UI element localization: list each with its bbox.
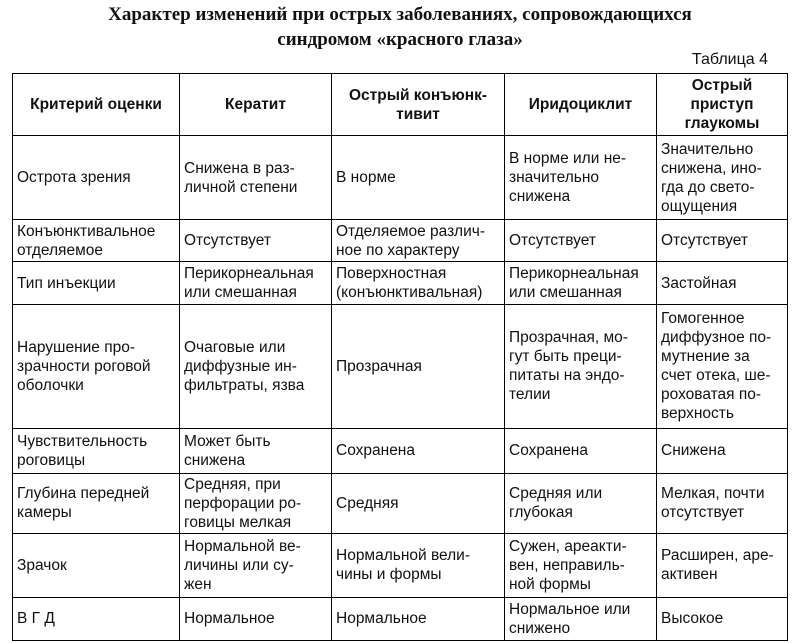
table-cell: Нормальное (180, 597, 332, 640)
header-cell: Острый конъюнк- тивит (332, 74, 505, 136)
table-cell: Тип инъекции (13, 262, 180, 305)
table-cell: Снижена (657, 428, 788, 473)
table-cell: Средняя, при перфорации ро- говицы мелкая (180, 473, 332, 533)
table-row (13, 220, 788, 262)
table-row (13, 473, 788, 533)
table-cell: Отсутствует (657, 220, 788, 262)
table-cell: Очаговые или диффузные ин- фильтраты, язва (180, 305, 332, 428)
table-number-label: Таблица 4 (691, 51, 768, 68)
table-cell: Перикорнеальная или смешанная (505, 262, 657, 305)
table-cell: Чувствительность роговицы (13, 428, 180, 473)
table-cell: Поверхностная (конъюнктивальная) (332, 262, 505, 305)
table-cell: Нарушение про- зрачности роговой оболочки (13, 305, 180, 428)
table-cell: Глубина передней камеры (13, 473, 180, 533)
table-cell: Мелкая, почти отсутствует (657, 473, 788, 533)
header-row (13, 74, 788, 136)
table-cell: В норме или не- значительно снижена (505, 136, 657, 220)
table-cell: Расширен, аре- активен (657, 533, 788, 597)
table-cell: Средняя или глубокая (505, 473, 657, 533)
table-cell: Острота зрения (13, 136, 180, 220)
table-cell: Сужен, ареакти- вен, неправиль- ной формы (505, 533, 657, 597)
table-cell: Прозрачная, мо- гут быть преци- питаты на эндо- телии (505, 305, 657, 428)
table-row (13, 262, 788, 305)
table-cell: Перикорнеальная или смешанная (180, 262, 332, 305)
table-cell: Снижена в раз- личной степени (180, 136, 332, 220)
table-cell: Нормальное (332, 597, 505, 640)
title-line-1: Характер изменений при острых заболеваниях, сопровождающихся (108, 4, 692, 25)
table-cell: Отделяемое различ- ное по характеру (332, 220, 505, 262)
table-cell: Значительно снижена, ино- гда до свето- ощущения (657, 136, 788, 220)
table-cell: Нормальной вели- чины и формы (332, 533, 505, 597)
table-row (13, 428, 788, 473)
document-title (0, 2, 800, 52)
table-cell: Может быть снижена (180, 428, 332, 473)
table-cell: Сохранена (505, 428, 657, 473)
table-cell: Средняя (332, 473, 505, 533)
table-cell: Конъюнктивальное отделяемое (13, 220, 180, 262)
table-cell: Прозрачная (332, 305, 505, 428)
table-cell: Сохранена (332, 428, 505, 473)
table-cell: Высокое (657, 597, 788, 640)
table-cell: Зрачок (13, 533, 180, 597)
table-cell: Застойная (657, 262, 788, 305)
table-row (13, 597, 788, 640)
table-row (13, 533, 788, 597)
header-cell: Критерий оценки (13, 74, 180, 136)
title-line-2: синдромом «красного глаза» (277, 29, 523, 50)
table-cell: Отсутствует (505, 220, 657, 262)
table-cell: В норме (332, 136, 505, 220)
red-eye-comparison-table (12, 73, 788, 641)
table-cell: Нормальное или снижено (505, 597, 657, 640)
header-cell: Кератит (180, 74, 332, 136)
header-cell: Острый приступ глаукомы (657, 74, 788, 136)
table-cell: Нормальной ве- личины или су- жен (180, 533, 332, 597)
table-row (13, 305, 788, 428)
table-cell: В Г Д (13, 597, 180, 640)
table-row (13, 136, 788, 220)
table-cell: Отсутствует (180, 220, 332, 262)
header-cell: Иридоциклит (505, 74, 657, 136)
table-cell: Гомогенное диффузное по- мутнение за счет отека, ше- роховатая по- верхность (657, 305, 788, 428)
